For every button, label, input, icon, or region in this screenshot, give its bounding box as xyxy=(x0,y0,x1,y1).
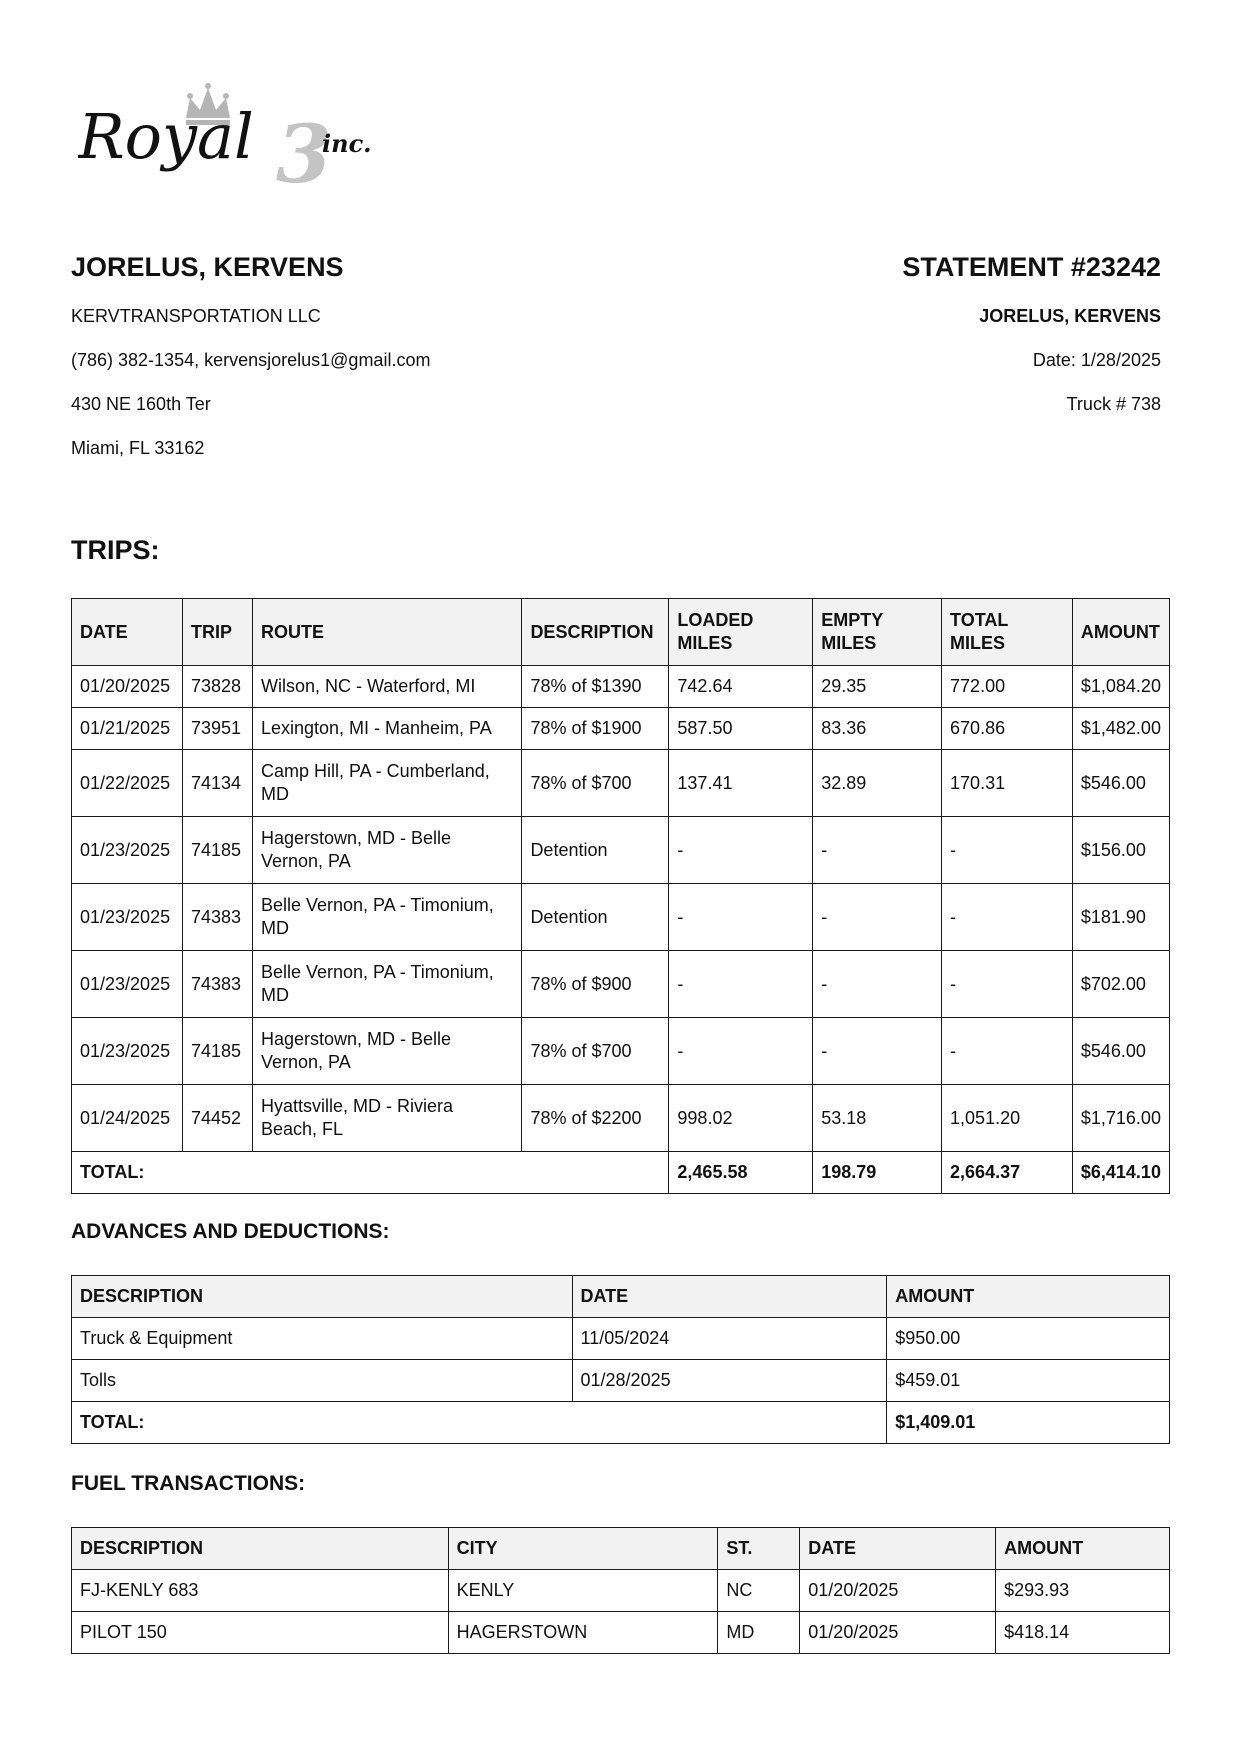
royal-crown-logo xyxy=(78,80,388,192)
trip-empty-miles: 32.89 xyxy=(813,750,942,817)
col-amount-header: AMOUNT xyxy=(996,1528,1170,1570)
trip-amount: $181.90 xyxy=(1072,884,1169,951)
table-row xyxy=(72,1360,1170,1402)
table-row xyxy=(72,1018,1170,1085)
trip-number: 74185 xyxy=(182,817,252,884)
advances-heading: ADVANCES AND DEDUCTIONS: xyxy=(71,1220,390,1243)
fuel-table xyxy=(71,1527,1170,1654)
advance-date: 11/05/2024 xyxy=(572,1318,887,1360)
trip-total-miles: 772.00 xyxy=(942,666,1073,708)
fuel-amount: $418.14 xyxy=(996,1612,1170,1654)
trip-route: Belle Vernon, PA - Timonium, MD xyxy=(252,884,521,951)
driver-address-line2: Miami, FL 33162 xyxy=(71,438,205,458)
trips-total-miles: 2,664.37 xyxy=(942,1152,1073,1194)
col-total-miles-header: TOTAL MILES xyxy=(942,599,1073,666)
trip-amount: $156.00 xyxy=(1072,817,1169,884)
trip-number: 74452 xyxy=(182,1085,252,1152)
trips-total-loaded: 2,465.58 xyxy=(669,1152,813,1194)
trip-loaded-miles: 587.50 xyxy=(669,708,813,750)
fuel-header-row xyxy=(72,1528,1170,1570)
fuel-state: MD xyxy=(718,1612,800,1654)
trip-empty-miles: - xyxy=(813,1018,942,1085)
trip-date: 01/23/2025 xyxy=(72,884,183,951)
trip-loaded-miles: 742.64 xyxy=(669,666,813,708)
trip-number: 73951 xyxy=(182,708,252,750)
fuel-description: PILOT 150 xyxy=(72,1612,449,1654)
col-date-header: DATE xyxy=(72,599,183,666)
trip-description: 78% of $1900 xyxy=(522,708,669,750)
trip-date: 01/20/2025 xyxy=(72,666,183,708)
trip-empty-miles: 83.36 xyxy=(813,708,942,750)
logo-numeral: 3 xyxy=(276,107,332,192)
table-row xyxy=(72,1570,1170,1612)
trip-date: 01/21/2025 xyxy=(72,708,183,750)
col-city-header: CITY xyxy=(448,1528,718,1570)
trip-route: Belle Vernon, PA - Timonium, MD xyxy=(252,951,521,1018)
fuel-city: HAGERSTOWN xyxy=(448,1612,718,1654)
col-description-header: DESCRIPTION xyxy=(72,1528,449,1570)
fuel-amount: $293.93 xyxy=(996,1570,1170,1612)
col-description-header: DESCRIPTION xyxy=(72,1276,573,1318)
fuel-city: KENLY xyxy=(448,1570,718,1612)
trip-total-miles: - xyxy=(942,817,1073,884)
advances-total-amount: $1,409.01 xyxy=(887,1402,1170,1444)
table-row xyxy=(72,884,1170,951)
fuel-description: FJ-KENLY 683 xyxy=(72,1570,449,1612)
col-date-header: DATE xyxy=(572,1276,887,1318)
trip-total-miles: - xyxy=(942,884,1073,951)
company-logo xyxy=(78,80,388,192)
advance-description: Tolls xyxy=(72,1360,573,1402)
trip-number: 74134 xyxy=(182,750,252,817)
trip-route: Lexington, MI - Manheim, PA xyxy=(252,708,521,750)
col-state-header: ST. xyxy=(718,1528,800,1570)
advances-total-label: TOTAL: xyxy=(72,1402,887,1444)
col-description-header: DESCRIPTION xyxy=(522,599,669,666)
fuel-date: 01/20/2025 xyxy=(800,1570,996,1612)
trip-empty-miles: - xyxy=(813,951,942,1018)
trip-number: 74185 xyxy=(182,1018,252,1085)
trip-amount: $1,482.00 xyxy=(1072,708,1169,750)
trip-amount: $1,716.00 xyxy=(1072,1085,1169,1152)
trip-description: 78% of $2200 xyxy=(522,1085,669,1152)
trips-table xyxy=(71,598,1170,1194)
table-row xyxy=(72,666,1170,708)
col-route-header: ROUTE xyxy=(252,599,521,666)
trip-loaded-miles: 998.02 xyxy=(669,1085,813,1152)
advance-amount: $459.01 xyxy=(887,1360,1170,1402)
trip-route: Camp Hill, PA - Cumberland, MD xyxy=(252,750,521,817)
table-row xyxy=(72,951,1170,1018)
col-amount-header: AMOUNT xyxy=(887,1276,1170,1318)
trip-amount: $546.00 xyxy=(1072,750,1169,817)
advances-header-row xyxy=(72,1276,1170,1318)
trip-empty-miles: 29.35 xyxy=(813,666,942,708)
trips-total-label: TOTAL: xyxy=(72,1152,669,1194)
trip-amount: $1,084.20 xyxy=(1072,666,1169,708)
col-amount-header: AMOUNT xyxy=(1072,599,1169,666)
driver-contact: (786) 382-1354, kervensjorelus1@gmail.com xyxy=(71,350,431,370)
trip-description: Detention xyxy=(522,817,669,884)
statement-title: STATEMENT #23242 xyxy=(902,252,1161,282)
logo-word: Royal xyxy=(78,100,254,173)
trip-date: 01/22/2025 xyxy=(72,750,183,817)
trip-amount: $702.00 xyxy=(1072,951,1169,1018)
trips-total-empty: 198.79 xyxy=(813,1152,942,1194)
table-row xyxy=(72,750,1170,817)
trip-number: 74383 xyxy=(182,951,252,1018)
trip-route: Hagerstown, MD - Belle Vernon, PA xyxy=(252,1018,521,1085)
col-loaded-miles-header: LOADED MILES xyxy=(669,599,813,666)
trips-total-amount: $6,414.10 xyxy=(1072,1152,1169,1194)
statement-name: JORELUS, KERVENS xyxy=(979,306,1161,326)
logo-suffix: inc. xyxy=(322,129,372,158)
trip-empty-miles: - xyxy=(813,884,942,951)
trip-loaded-miles: 137.41 xyxy=(669,750,813,817)
advances-table xyxy=(71,1275,1170,1444)
col-trip-header: TRIP xyxy=(182,599,252,666)
trip-description: Detention xyxy=(522,884,669,951)
trip-total-miles: - xyxy=(942,1018,1073,1085)
advance-date: 01/28/2025 xyxy=(572,1360,887,1402)
fuel-heading: FUEL TRANSACTIONS: xyxy=(71,1472,306,1495)
advances-total-row xyxy=(72,1402,1170,1444)
trip-loaded-miles: - xyxy=(669,884,813,951)
advance-description: Truck & Equipment xyxy=(72,1318,573,1360)
statement-truck: Truck # 738 xyxy=(1066,394,1161,414)
trip-number: 74383 xyxy=(182,884,252,951)
trip-amount: $546.00 xyxy=(1072,1018,1169,1085)
trip-date: 01/24/2025 xyxy=(72,1085,183,1152)
driver-address-line1: 430 NE 160th Ter xyxy=(71,394,211,414)
table-row xyxy=(72,817,1170,884)
trip-loaded-miles: - xyxy=(669,817,813,884)
trip-total-miles: 1,051.20 xyxy=(942,1085,1073,1152)
statement-date: Date: 1/28/2025 xyxy=(1032,350,1161,370)
trip-date: 01/23/2025 xyxy=(72,817,183,884)
driver-name: JORELUS, KERVENS xyxy=(71,252,344,282)
trip-route: Wilson, NC - Waterford, MI xyxy=(252,666,521,708)
trip-total-miles: 670.86 xyxy=(942,708,1073,750)
trips-heading: TRIPS: xyxy=(71,535,160,565)
col-date-header: DATE xyxy=(800,1528,996,1570)
trip-empty-miles: 53.18 xyxy=(813,1085,942,1152)
trip-total-miles: 170.31 xyxy=(942,750,1073,817)
statement-block xyxy=(601,250,1161,436)
driver-company: KERVTRANSPORTATION LLC xyxy=(71,306,321,326)
trips-header-row xyxy=(72,599,1170,666)
advance-amount: $950.00 xyxy=(887,1318,1170,1360)
table-row xyxy=(72,1318,1170,1360)
trip-date: 01/23/2025 xyxy=(72,1018,183,1085)
trip-date: 01/23/2025 xyxy=(72,951,183,1018)
trip-number: 73828 xyxy=(182,666,252,708)
driver-block xyxy=(71,250,631,480)
trip-loaded-miles: - xyxy=(669,951,813,1018)
trip-total-miles: - xyxy=(942,951,1073,1018)
col-empty-miles-header: EMPTY MILES xyxy=(813,599,942,666)
trip-description: 78% of $1390 xyxy=(522,666,669,708)
trips-total-row xyxy=(72,1152,1170,1194)
trip-loaded-miles: - xyxy=(669,1018,813,1085)
trip-route: Hagerstown, MD - Belle Vernon, PA xyxy=(252,817,521,884)
table-row xyxy=(72,1085,1170,1152)
trip-description: 78% of $700 xyxy=(522,750,669,817)
table-row xyxy=(72,708,1170,750)
trip-description: 78% of $700 xyxy=(522,1018,669,1085)
trip-route: Hyattsville, MD - Riviera Beach, FL xyxy=(252,1085,521,1152)
trip-description: 78% of $900 xyxy=(522,951,669,1018)
table-row xyxy=(72,1612,1170,1654)
fuel-state: NC xyxy=(718,1570,800,1612)
fuel-date: 01/20/2025 xyxy=(800,1612,996,1654)
trip-empty-miles: - xyxy=(813,817,942,884)
